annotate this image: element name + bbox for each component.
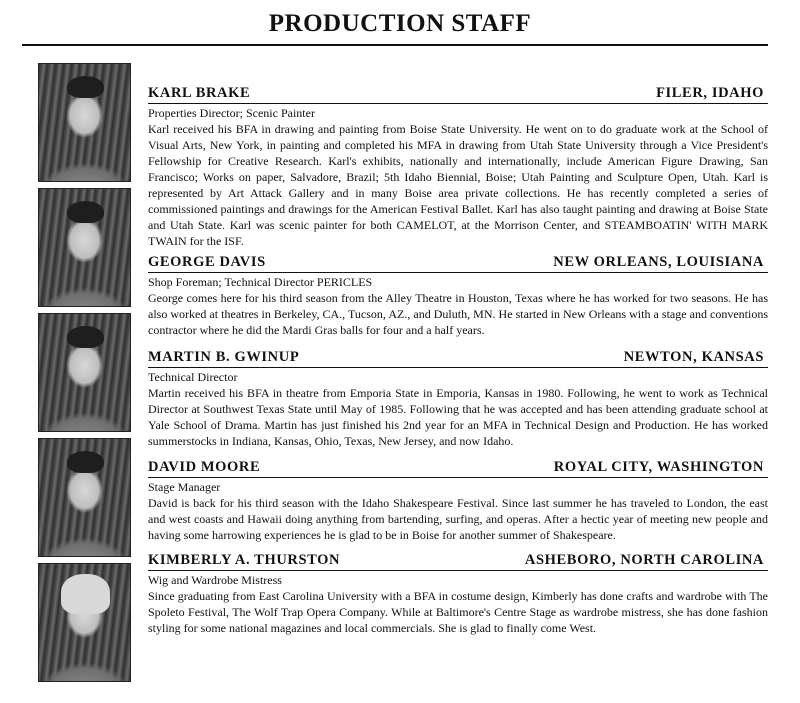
staff-header (148, 552, 768, 572)
staff-header (148, 254, 768, 274)
staff-divider (148, 570, 768, 571)
page-title: PRODUCTION STAFF (268, 10, 532, 37)
staff-name: GEORGE DAVIS (148, 254, 266, 270)
portrait-photo-karl-brake (38, 63, 131, 182)
staff-role: Properties Director; Scenic Painter (148, 106, 315, 120)
staff-divider (148, 367, 768, 368)
staff-bio: Karl received his BFA in drawing and painting from Boise State University. He went on to do graduate work at the School of Visual Arts, New York, in painting and completed his MFA in drawing from Utah State University through a Vice President's Fellowship for Creative Research. Karl's exhibits, nationally and internationally, include American Figure Drawing, San Francisco; Works on paper, Salvadore, Brazil; 5th Idaho Biennial, Boise; Utah Painting and Sculpture Open, Utah. Karl is represented by Art Attack Gallery and in many Boise area private collections. He has recently completed a series of commissioned paintings and drawings for the American Festival Ballet. Karl has also taught painting and drawing at Boise State and Utah State. Karl was scenic painter for both CAMELOT, at the Morrison Center, and STEAMBOATIN' WITH MARK TWAIN for the ISF. (148, 122, 768, 248)
portrait-photo-kimberly-thurston (38, 563, 131, 682)
staff-hometown: ROYAL CITY, WASHINGTON (553, 459, 764, 475)
staff-bio: Martin received his BFA in theatre from Emporia State in Emporia, Kansas in 1980. Following, he went to work as Technical Director at Southwest Texas State until May of 1985. Following that he was accepted and has been attending graduate school at Yale School of Drama. Martin has just finished his 2nd year for an MFA in Technical Design and Production. He has worked summerstocks in Indiana, Kansas, Ohio, Texas, New Jersey, and now Idaho. (148, 386, 768, 448)
staff-role: Stage Manager (148, 480, 221, 494)
staff-name: MARTIN B. GWINUP (148, 349, 300, 365)
staff-hometown: NEWTON, KANSAS (623, 349, 764, 365)
staff-header (148, 85, 768, 105)
staff-hometown: ASHEBORO, NORTH CAROLINA (524, 552, 764, 568)
staff-bio: David is back for his third season with the Idaho Shakespeare Festival. Since last summer he has traveled to London, the east and west coasts and Hawaii doing anything from bartending, surfing, and operas. After a hectic year of meeting new people and having some harrowing experiences he is glad to be in Boise for another summer of Shakespeare. (148, 496, 768, 542)
staff-divider (148, 103, 768, 104)
staff-hometown: NEW ORLEANS, LOUISIANA (553, 254, 764, 270)
staff-divider (148, 272, 768, 273)
staff-bio: George comes here for his third season from the Alley Theatre in Houston, Texas where he has worked for two seasons. He has also worked at theatres in Berkeley, CA., Tucson, AZ., and Duluth, MN. He started in New Orleans with a stage and conventions contractor where he did the Mardi Gras balls for four and a half years. (148, 291, 768, 337)
title-divider (22, 44, 768, 46)
staff-header (148, 459, 768, 479)
staff-header (148, 349, 768, 369)
portrait-photo-george-davis (38, 188, 131, 307)
staff-role: Technical Director (148, 370, 238, 384)
staff-name: DAVID MOORE (148, 459, 261, 475)
staff-name: KIMBERLY A. THURSTON (148, 552, 341, 568)
portrait-photo-david-moore (38, 438, 131, 557)
staff-entry (148, 254, 768, 338)
staff-divider (148, 477, 768, 478)
staff-hometown: FILER, IDAHO (656, 85, 764, 101)
staff-entry (148, 552, 768, 636)
staff-entry (148, 349, 768, 449)
staff-bio: Since graduating from East Carolina University with a BFA in costume design, Kimberly has done crafts and wardrobe with The Spoleto Festival, The Wolf Trap Opera Company. While at Baltimore's Centre Stage as wardrobe mistress, she has done fashion styling for some national magazines and local commercials. She is glad to finally come West. (148, 589, 768, 635)
staff-entry (148, 85, 768, 249)
staff-role: Shop Foreman; Technical Director PERICLES (148, 275, 373, 289)
portrait-photo-martin-gwinup (38, 313, 131, 432)
staff-entry (148, 459, 768, 543)
staff-role: Wig and Wardrobe Mistress (148, 573, 282, 587)
staff-name: KARL BRAKE (148, 85, 251, 101)
